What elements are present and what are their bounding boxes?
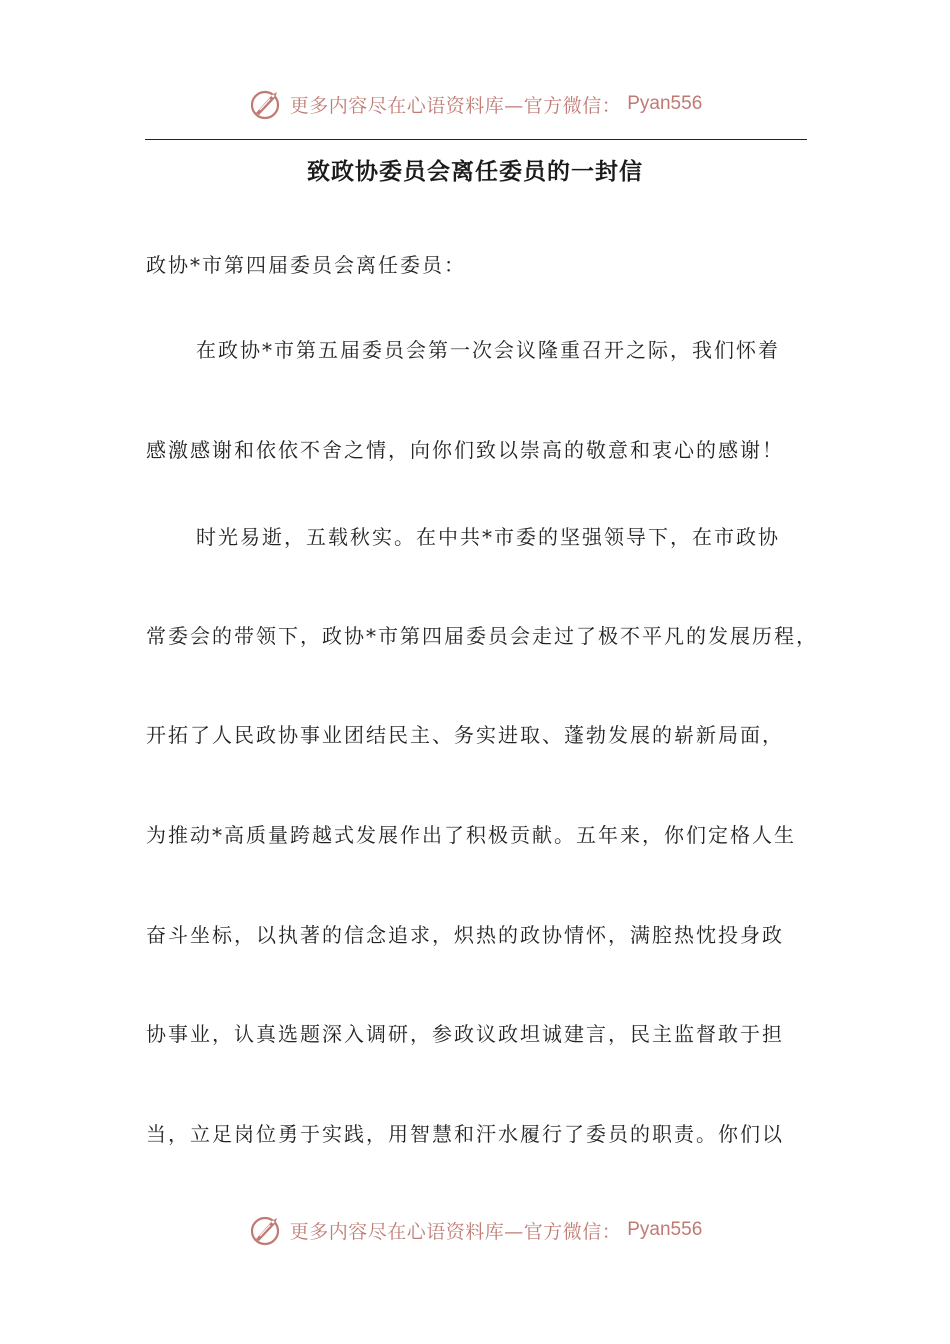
pen-nib-logo-icon (248, 1212, 284, 1248)
salutation: 政协*市第四届委员会离任委员： (146, 253, 466, 277)
banner-wechat-id: Pyan556 (627, 93, 703, 114)
body-line: 奋斗坐标，以执著的信念追求，炽热的政协情怀，满腔热忱投身政 (146, 923, 784, 947)
body-line: 为推动*高质量跨越式发展作出了积极贡献。五年来，你们定格人生 (146, 823, 796, 847)
body-line: 时光易逝，五载秋实。在中共*市委的坚强领导下，在市政协 (196, 525, 780, 549)
header-divider (145, 139, 807, 140)
banner-text: 更多内容尽在心语资料库—官方微信： (289, 1220, 622, 1243)
pen-nib-logo-icon (248, 86, 284, 122)
body-line: 开拓了人民政协事业团结民主、务实进取、蓬勃发展的崭新局面， (146, 723, 784, 747)
banner-text: 更多内容尽在心语资料库—官方微信： (289, 94, 622, 117)
footer-watermark-banner (0, 1208, 950, 1252)
body-line: 协事业，认真选题深入调研，参政议政坦诚建言，民主监督敢于担 (146, 1022, 784, 1046)
body-line: 感激感谢和依依不舍之情，向你们致以崇高的敬意和衷心的感谢！ (146, 438, 784, 462)
header-watermark-banner (0, 82, 950, 126)
body-line: 当，立足岗位勇于实践，用智慧和汗水履行了委员的职责。你们以 (146, 1122, 784, 1146)
document-title: 致政协委员会离任委员的一封信 (307, 158, 643, 185)
banner-wechat-id: Pyan556 (627, 1219, 703, 1240)
body-line: 常委会的带领下，政协*市第四届委员会走过了极不平凡的发展历程， (146, 624, 818, 648)
body-line: 在政协*市第五届委员会第一次会议隆重召开之际，我们怀着 (196, 338, 780, 362)
